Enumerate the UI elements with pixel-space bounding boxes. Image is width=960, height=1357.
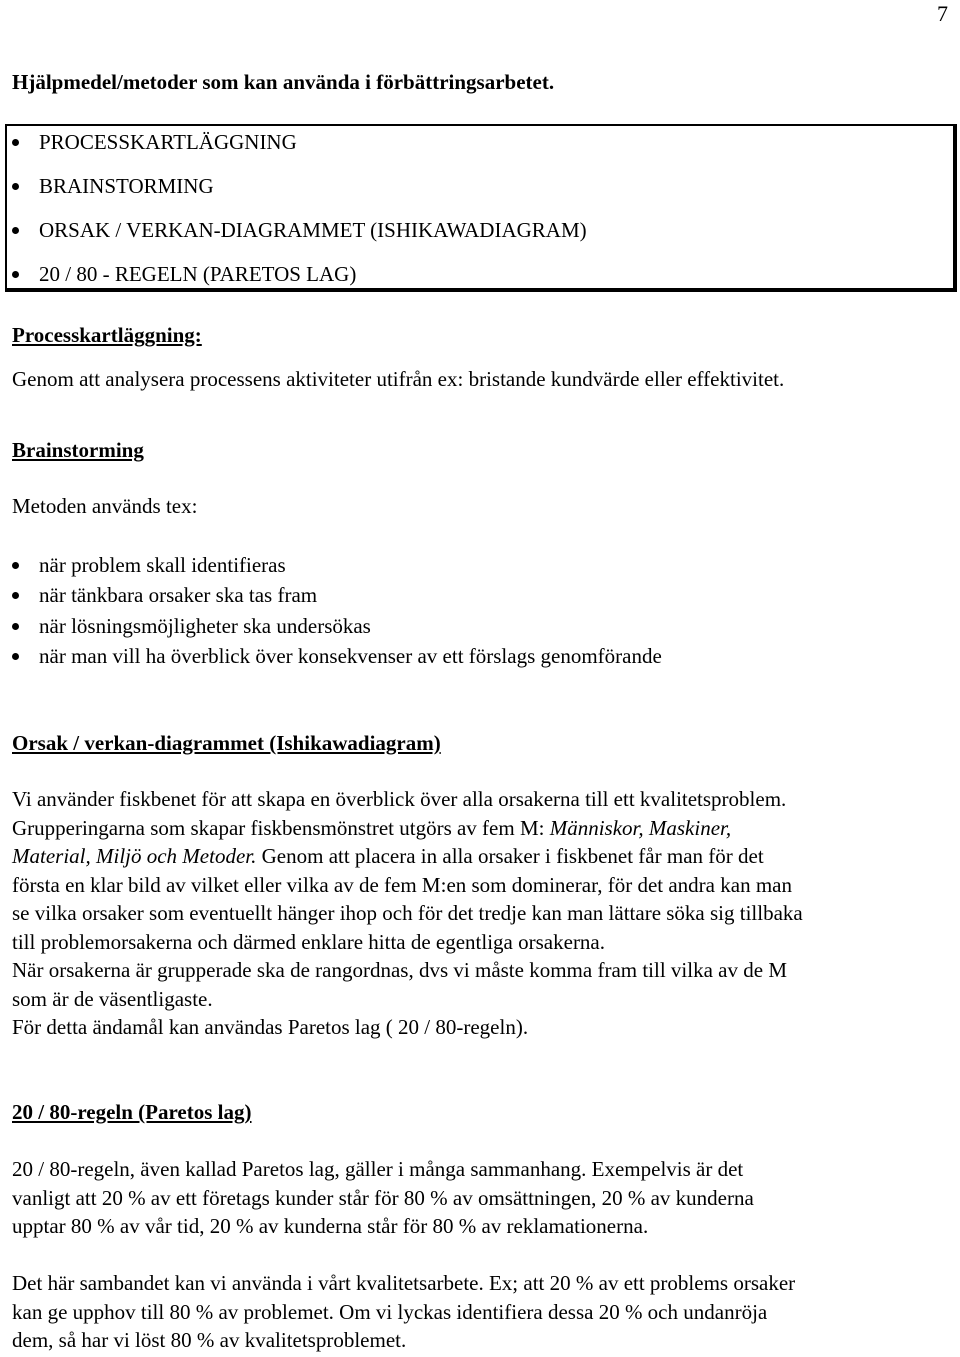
box-item: 20 / 80 - REGELN (PARETOS LAG): [12, 260, 356, 288]
page-number: 7: [937, 1, 948, 26]
text-line: Material, Miljö och Metoder. Genom att placera in alla orsaker i fiskbenet får man för det: [12, 844, 764, 868]
ishikawa-text: [12, 785, 947, 1042]
text-line: vanligt att 20 % av ett företags kunder står för 80 % av omsättningen, 20 % av kunderna: [12, 1185, 754, 1210]
text-line: Grupperingarna som skapar fiskbensmönstret utgörs av fem M: Människor, Maskiner,: [12, 815, 732, 840]
bullet-icon: [12, 562, 19, 569]
text-line: dem, så har vi löst 80 % av kvalitetsproblemet.: [12, 1328, 407, 1352]
bullet-icon: [12, 183, 19, 190]
page-title: Hjälpmedel/metoder som kan använda i förbättringsarbetet.: [12, 70, 555, 94]
text-line: som är de väsentligaste.: [12, 986, 213, 1011]
text-line: kan ge upphov till 80 % av problemet. Om vi lyckas identifiera dessa 20 % och undanröja: [12, 1299, 768, 1324]
pareto-paragraph-2: [12, 1269, 947, 1355]
process-heading: Processkartläggning:: [12, 323, 202, 347]
text-line: upptar 80 % av vår tid, 20 % av kunderna står för 80 % av reklamationerna.: [12, 1214, 649, 1238]
box-item: PROCESSKARTLÄGGNING: [12, 128, 297, 156]
text-line: För detta ändamål kan användas Paretos lag ( 20 / 80-regeln).: [12, 1015, 529, 1039]
box-item: ORSAK / VERKAN-DIAGRAMMET (ISHIKAWADIAGRAM): [12, 216, 587, 244]
box-item: BRAINSTORMING: [12, 172, 214, 200]
bullet-icon: [12, 271, 19, 278]
bullet-icon: [12, 623, 19, 630]
list-item: när tänkbara orsaker ska tas fram: [12, 581, 317, 609]
bullet-icon: [12, 592, 19, 599]
text-line: första en klar bild av vilket eller vilka av de fem M:en som dominerar, för det andra kan man: [12, 872, 792, 897]
text-line: Vi använder fiskbenet för att skapa en överblick över alla orsakerna till ett kvalitetsproblem.: [12, 787, 787, 811]
pareto-heading: 20 / 80-regeln (Paretos lag): [12, 1100, 252, 1124]
bullet-icon: [12, 139, 19, 146]
process-text: Genom att analysera processens aktiviteter utifrån ex: bristande kundvärde eller effektivitet.: [12, 367, 785, 391]
bullet-icon: [12, 227, 19, 234]
bullet-icon: [12, 653, 19, 660]
text-line: se vilka orsaker som eventuellt hänger ihop och för det tredje kan man lättare söka sig tillbaka: [12, 901, 803, 925]
brainstorming-heading: Brainstorming: [12, 438, 144, 462]
list-item: när man vill ha överblick över konsekvenser av ett förslags genomförande: [12, 642, 662, 670]
text-line: Det här sambandet kan vi använda i vårt kvalitetsarbete. Ex; att 20 % av ett problems orsaker: [12, 1271, 796, 1295]
text-line: När orsakerna är grupperade ska de rangordnas, dvs vi måste komma fram till vilka av de M: [12, 958, 787, 982]
text-line: till problemorsakerna och därmed enklare hitta de egentliga orsakerna.: [12, 929, 606, 954]
list-item: när lösningsmöjligheter ska undersökas: [12, 612, 371, 640]
list-item: när problem skall identifieras: [12, 551, 286, 579]
brainstorming-intro: Metoden används tex:: [12, 494, 198, 518]
ishikawa-heading: Orsak / verkan-diagrammet (Ishikawadiagram): [12, 731, 441, 755]
text-line: 20 / 80-regeln, även kallad Paretos lag, gäller i många sammanhang. Exempelvis är det: [12, 1157, 744, 1181]
pareto-paragraph-1: [12, 1155, 947, 1241]
